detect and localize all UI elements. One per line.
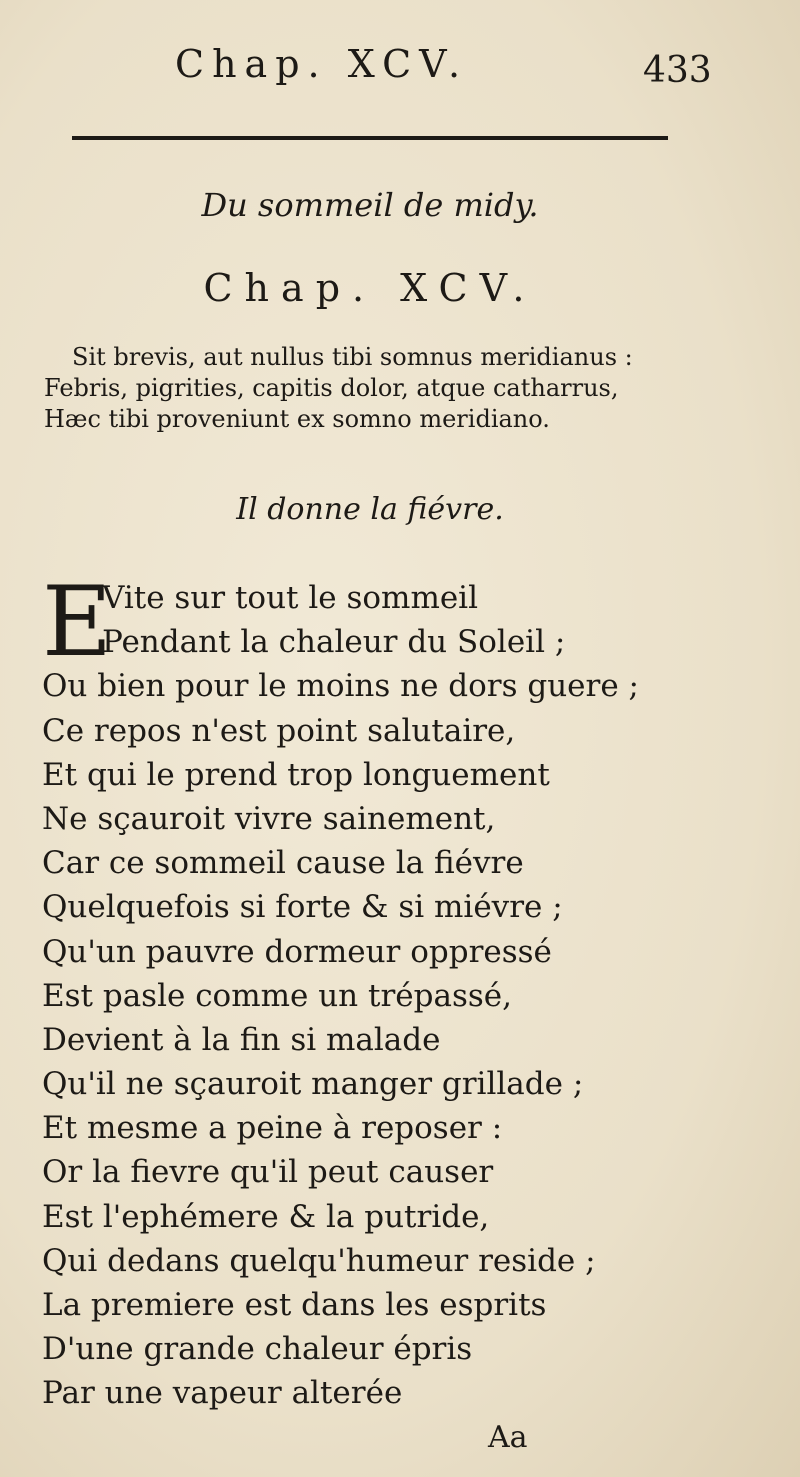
poem-line: Et mesme a peine à reposer : [42,1110,503,1147]
subheading: Il donne la fiévre. [236,492,504,527]
section-title: Du sommeil de midy. [201,186,539,224]
poem-line: D'une grande chaleur épris [42,1331,473,1368]
poem-line: Vite sur tout le sommeil [102,580,479,616]
latin-line: Sit brevis, aut nullus tibi somnus meridianus : [72,343,633,371]
poem-line: Or la fievre qu'il peut causer [42,1154,494,1191]
poem-line: Qui dedans quelqu'humeur reside ; [42,1242,596,1279]
latin-line: Febris, pigrities, capitis dolor, atque catharrus, [44,374,619,402]
poem-line: Et qui le prend trop longuement [42,756,550,793]
poem-line: Est pasle comme un trépassé, [42,977,512,1014]
poem-line: Ce repos n'est point salutaire, [42,712,516,749]
header-rule [72,136,668,140]
drop-cap: E [42,566,113,678]
latin-verse [44,342,724,435]
poem-line: Car ce sommeil cause la fiévre [42,845,524,882]
poem [42,566,702,1416]
poem-line: Devient à la fin si malade [42,1021,441,1058]
chapter-heading: Chap. XCV. [203,266,537,310]
catchword: Aa [488,1420,528,1455]
poem-line: Qu'un pauvre dormeur oppressé [42,933,552,970]
poem-line: Quelquefois si forte & si miévre ; [42,889,563,926]
running-head: Chap. XCV. [175,42,469,86]
page-number: 433 [643,50,712,91]
poem-line: La premiere est dans les esprits [42,1287,547,1323]
poem-line: Qu'il ne sçauroit manger grillade ; [42,1066,584,1103]
poem-line: Pendant la chaleur du Soleil ; [102,624,566,661]
latin-line: Hæc tibi proveniunt ex somno meridiano. [44,405,550,433]
poem-line: Est l'ephémere & la putride, [42,1198,490,1235]
poem-line: Par une vapeur alterée [42,1375,403,1412]
poem-line: Ne sçauroit vivre sainement, [42,800,496,837]
poem-line: Ou bien pour le moins ne dors guere ; [42,668,639,705]
